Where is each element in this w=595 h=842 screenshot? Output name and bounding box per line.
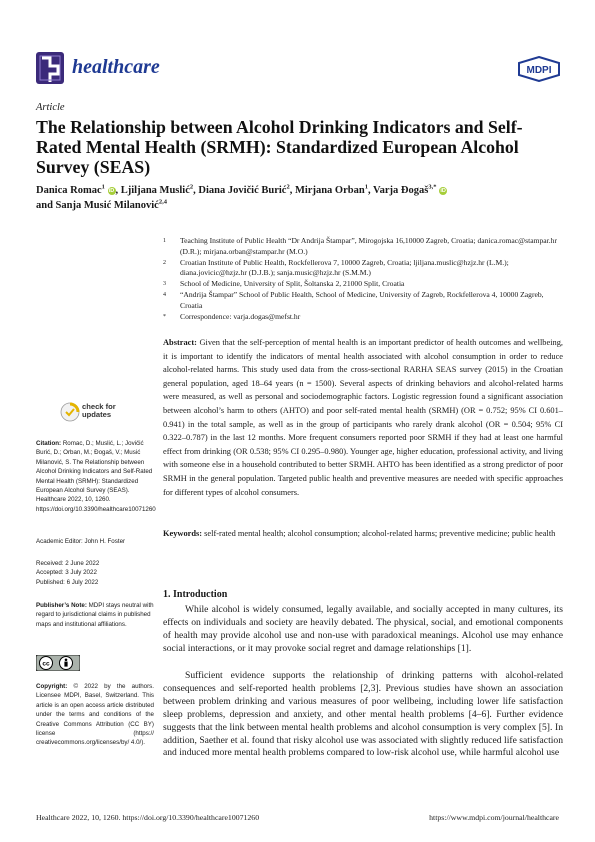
article-type: Article: [36, 102, 65, 113]
footer-citation: Healthcare 2022, 10, 1260. https://doi.org/10.3390/healthcare10071260: [36, 813, 260, 822]
author-name: Mirjana Orban: [294, 185, 365, 196]
author-affiliation-marker: 2: [286, 183, 290, 191]
affiliation-number: 4: [163, 291, 166, 298]
paragraph-2-text: Sufficient evidence supports the relationship of drinking patterns with alcohol-related consequences and self-reported health problems [2,3]. Previous studies have shown an association between problem drinking and various measures of poor wellbeing, including lower life satisfaction sleep problems, depression and anxiety, and other mental health problems [4–6]. Further evidence suggests that the link between mental health problems and alcohol consumption is very complex [5]. In addition, Saether et al. found that risky alcohol use was associated with slightly reduced life satisfaction and induced more mental health problems compared to low-risk alcohol use, while harmful alcohol use: [163, 670, 563, 759]
affiliation-item: [163, 290, 563, 312]
affiliation-text: “Andrija Štampar” School of Public Health, School of Medicine, University of Zagreb, Rockfellerova 4, 10000 Zagreb, Croatia: [180, 289, 544, 310]
academic-editor: Academic Editor: John H. Foster: [36, 538, 126, 545]
check-for-updates-button[interactable]: [60, 402, 130, 424]
citation-text: Romac, D.; Muslić, L.; Jovičić Burić, D.; Orban, M.; Đogaš, V.; Musić Milanović, S. The Relationship between Alcohol Drinking Indicators and Self-Rated Mental Health (SRMH): Standardized European Alcohol Survey (SEAS). Healthcare 2022, 10, 1260. https://doi.org/10.3390/healthcare10071260: [36, 440, 156, 513]
paragraph-1-text: While alcohol is widely consumed, legally available, and socially accepted in many cultures, its effects on individuals and society are heavily debated. The physical, social, and emotional components of health may provide alcohol use and non-use with paradoxical meanings. Alcohol use may enhance social interactions, or it may provoke social regret and damage relationships [1].: [163, 604, 563, 654]
orcid-icon[interactable]: iD: [108, 188, 115, 194]
author-name: Diana Jovičić Burić: [198, 185, 287, 196]
body-paragraph: [163, 604, 563, 656]
article-title: The Relationship between Alcohol Drinking Indicators and Self-Rated Mental Health (SRMH): Standardized European Alcohol Survey (SEAS): [36, 117, 523, 177]
publisher-note: [36, 601, 154, 629]
affiliation-item: [163, 279, 563, 290]
citation-label: Citation:: [36, 440, 62, 447]
copyright-text: © 2022 by the authors. Licensee MDPI, Basel, Switzerland. This article is an open access article distributed under the terms and conditions of the Creative Commons Attribution (CC BY) license (https:// creativecommons.org/licenses/by/ 4.0/).: [36, 683, 154, 747]
orcid-icon[interactable]: iD: [440, 188, 446, 194]
author-affiliation-marker: 1: [364, 183, 368, 191]
affiliation-list: [163, 236, 563, 322]
accepted-date: Accepted: 3 July 2022: [36, 569, 97, 577]
author-name: Varja Đogaš: [373, 185, 429, 196]
author-separator: ,: [289, 185, 295, 196]
copyright-notice: [36, 682, 154, 748]
check-updates-line-2: updates: [82, 410, 112, 420]
keywords-text: self-rated mental health; alcohol consumption; alcohol-related harms; preventive medicine; public health: [204, 529, 556, 538]
author-name: and Sanja Musić Milanović: [36, 200, 159, 211]
author-affiliation-marker: 2: [189, 183, 194, 191]
keywords: [163, 527, 563, 541]
keywords-label: Keywords:: [163, 529, 203, 538]
mdpi-logo: [517, 56, 561, 82]
affiliation-item: [163, 312, 563, 323]
author-separator: ,: [115, 185, 121, 196]
author-list: [36, 183, 561, 213]
abstract: [163, 336, 563, 499]
affiliation-text: Correspondence: varja.dogas@mefst.hr: [180, 311, 301, 321]
publisher-note-label: Publisher’s Note:: [36, 602, 87, 609]
publication-dates: [36, 559, 154, 587]
author-affiliation-marker: 1: [101, 183, 105, 191]
author-name: Ljiljana Muslić: [120, 185, 190, 196]
author-separator: ,: [193, 185, 199, 196]
journal-name: healthcare: [72, 56, 160, 78]
journal-logo-icon: [36, 52, 64, 84]
affiliation-text: Teaching Institute of Public Health “Dr Andrija Štampar”, Mirogojska 16,10000 Zagreb, Croatia; danica.romac@stampar.hr (D.R.); mirjana.orban@stampar.hr (M.O.): [180, 236, 557, 256]
affiliation-text: Croatian Institute of Public Health, Rockfellerova 7, 10000 Zagreb, Croatia; ljiljana.muslic@hzjz.hr (L.M.); diana.jovicic@hzjz.hr (D.J.B.); sanja.music@hzjz.hr (S.M.M.): [180, 257, 509, 278]
abstract-text: Given that the self-perception of mental health is an important predictor of health outcomes and wellbeing, it is important to identify the indicators of mental health associated with alcohol consumption in order to reduce alcohol-related harms. This study used data from the cross-sectional RARHA SEAS survey (2015) in the Croatian general population, aged 18–64 years (n = 1500). Several aspects of drinking behaviors and alcohol-related harms were measured, as well as personal and sociodemographic factors. Logistic regression found a significant association between alcohol’s harm to others (AHTO) and poor self-rated mental health (SRMH) (OR = 0.752; 95% CI 0.601–0.941) in the total sample, as well as in the group of participants who rarely drank alcohol (OR = 0.504; 95% CI 0.322–0.787) in the last 12 months. More frequent consumers reported poor SRMH if they had at least one harmful effect from drinking (OR 0.538; 95% CI 0.295–0.980). Younger age, higher education, professional activity, and living with someone else in a household contributed to better SRMH. AHTO has been identified as a strong predictor of poor SRMH in the general population. Targeted public health and preventive measures are needed with specific approaches for different types of alcohol consumers.: [163, 338, 564, 497]
author-affiliation-marker: 2,4: [158, 198, 167, 206]
body-paragraph: [163, 670, 563, 760]
mdpi-logo-text: MDPI: [526, 65, 552, 76]
affiliation-text: School of Medicine, University of Split, Šoltanska 2, 21000 Split, Croatia: [180, 279, 405, 289]
affiliation-number: 2: [163, 259, 166, 266]
affiliation-number: *: [163, 313, 166, 320]
published-date: Published: 6 July 2022: [36, 578, 99, 586]
check-updates-label: [82, 403, 116, 420]
abstract-label: Abstract:: [163, 338, 197, 347]
affiliation-number: 1: [163, 238, 166, 244]
cc-logo-text: cc: [42, 660, 50, 668]
affiliation-number: 3: [163, 281, 166, 288]
check-updates-icon: [60, 402, 80, 422]
footer-journal-link[interactable]: https://www.mdpi.com/journal/healthcare: [429, 813, 559, 822]
affiliation-item: [163, 258, 563, 280]
author-separator: ,: [367, 185, 373, 196]
publisher-note-text: MDPI stays neutral with regard to jurisdictional claims in published maps and institutional affiliations.: [36, 602, 154, 628]
section-heading-introduction: 1. Introduction: [163, 589, 228, 600]
author-name: Danica Romac: [36, 185, 102, 196]
check-updates-line-1: check for: [82, 402, 116, 411]
affiliation-item: [163, 236, 563, 258]
received-date: Received: 2 June 2022: [36, 560, 100, 567]
citation: [36, 439, 154, 514]
copyright-label: Copyright:: [36, 683, 68, 690]
author-affiliation-marker: 3,*: [428, 183, 437, 191]
cc-by-license-icon[interactable]: [36, 655, 80, 671]
